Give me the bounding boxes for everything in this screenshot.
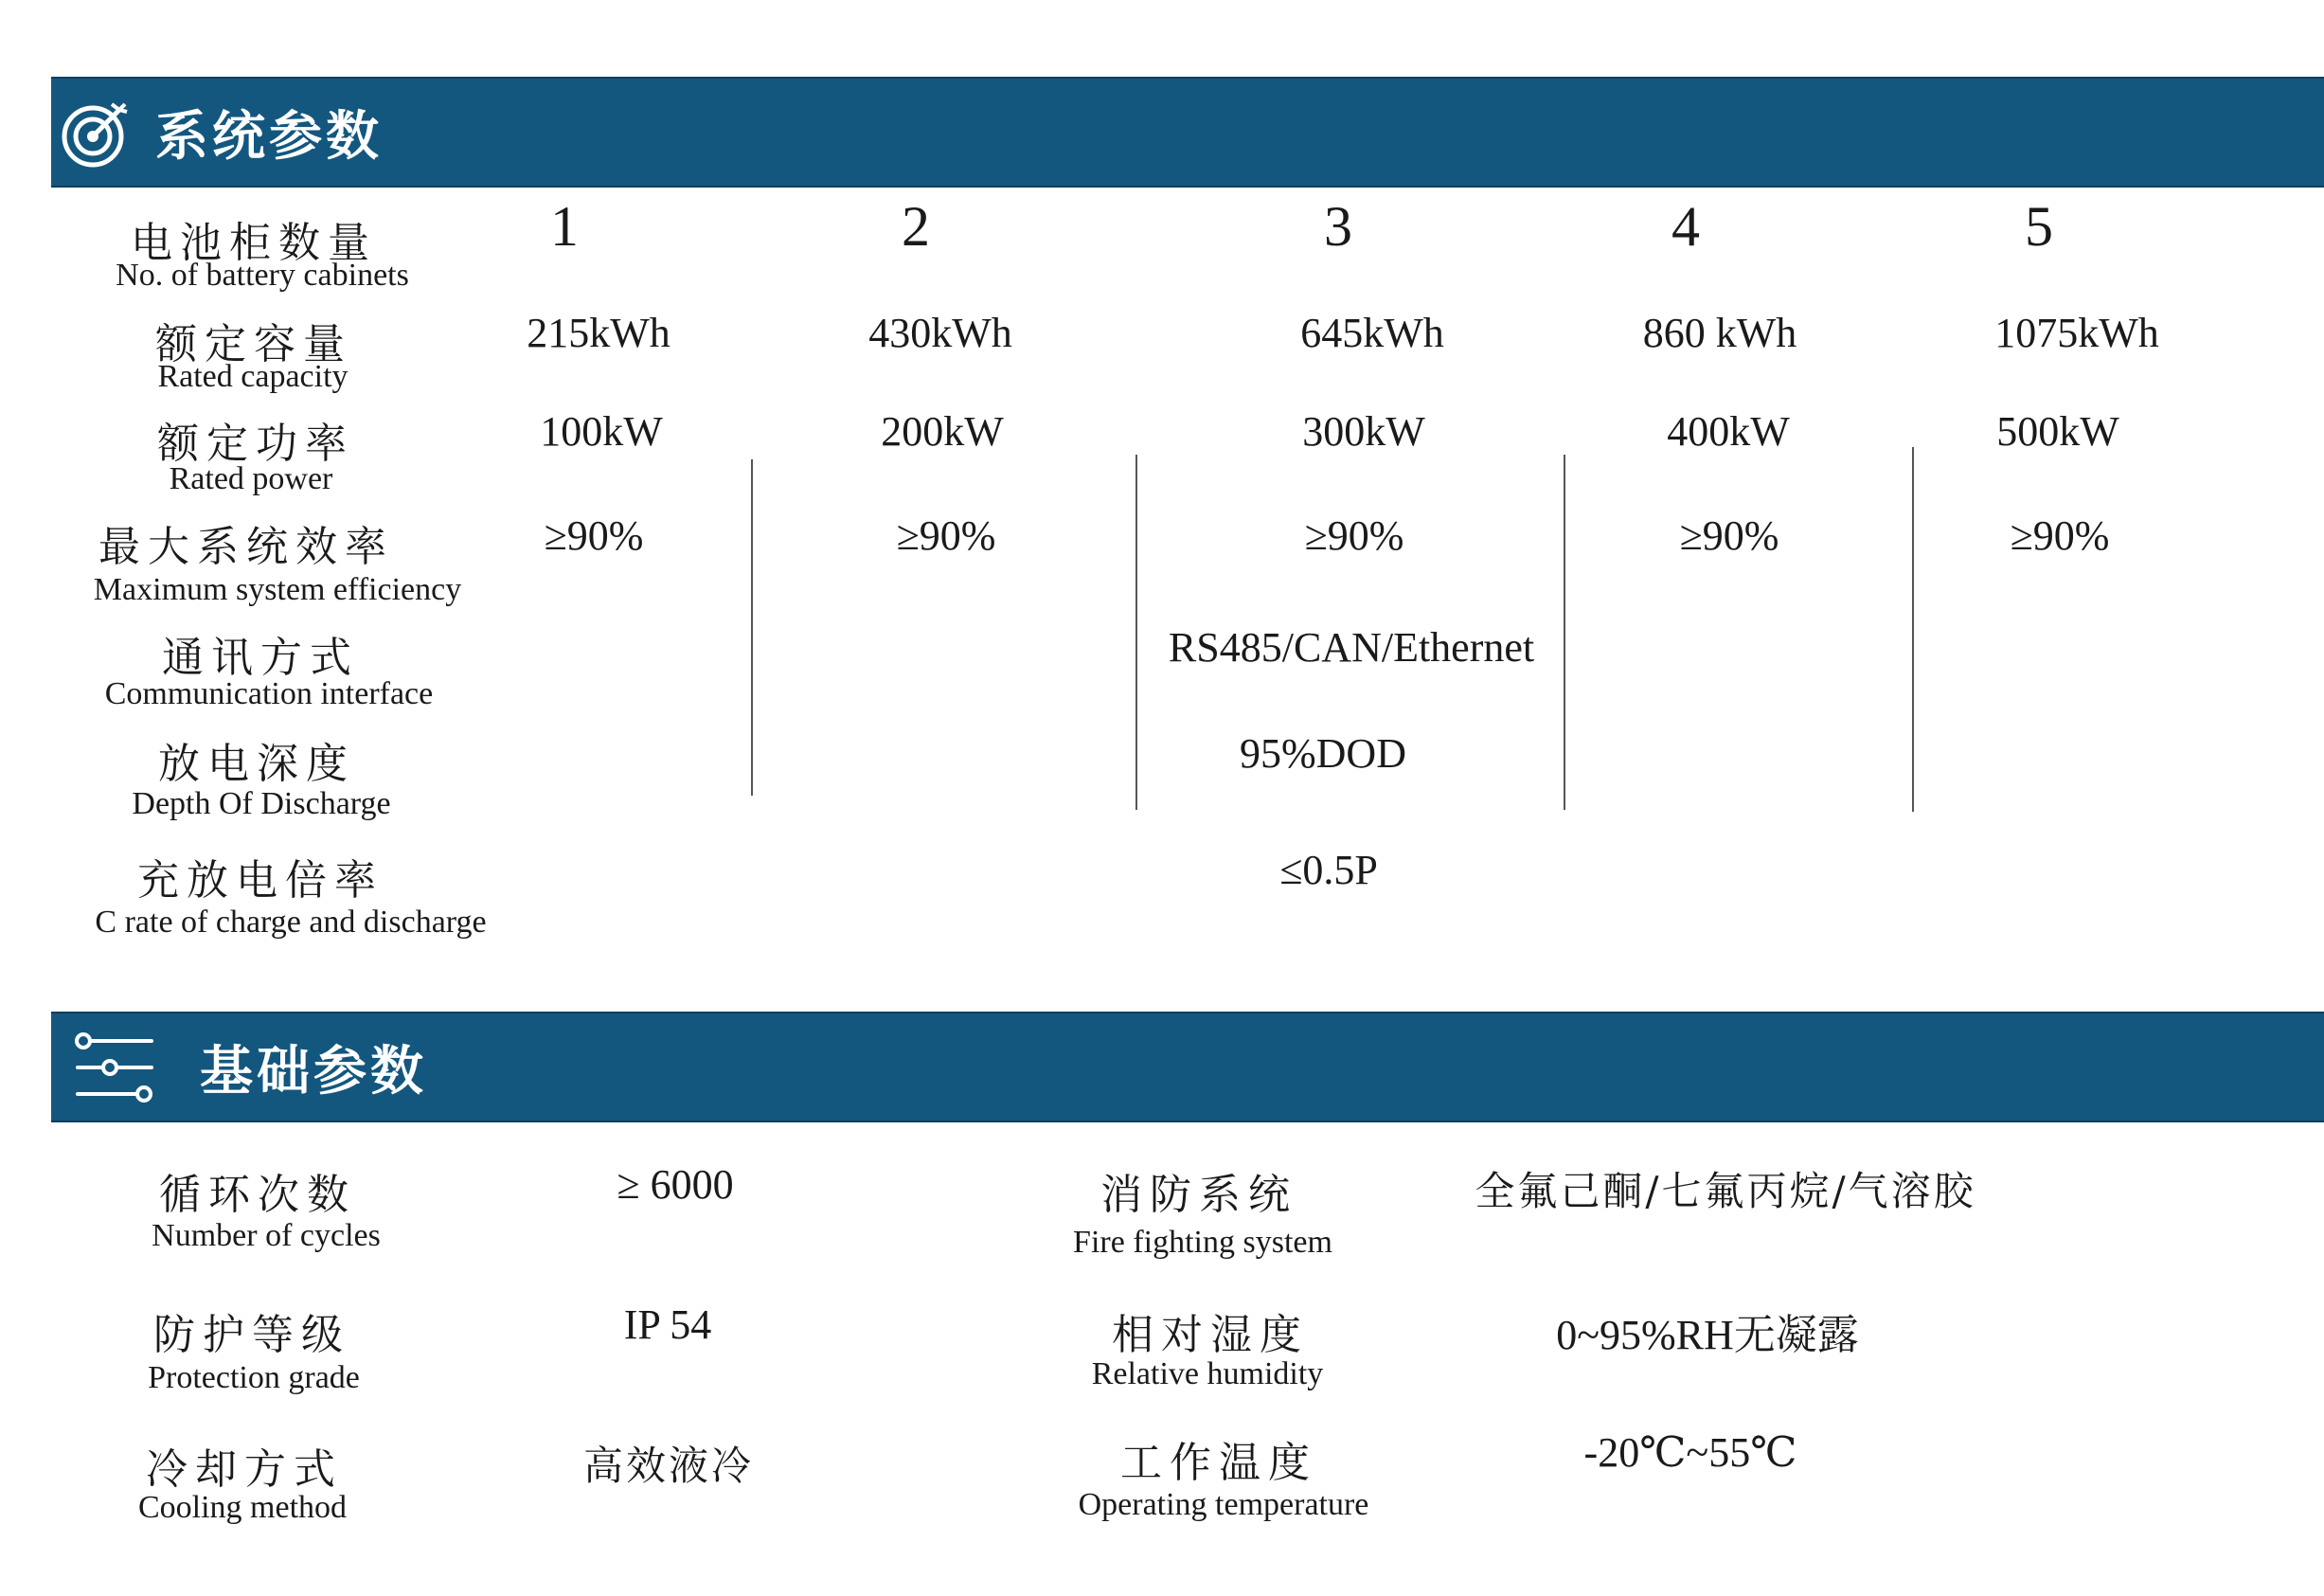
cabinet-count: 3 xyxy=(1324,195,1352,258)
rated-power-value: 100kW xyxy=(540,408,663,455)
dod-value: 95%DOD xyxy=(1240,730,1406,777)
cabinet-count: 1 xyxy=(550,195,579,258)
rated-power-value: 300kW xyxy=(1302,408,1425,455)
row-label-en: Communication interface xyxy=(104,676,434,711)
param-label-zh: 消防系统 xyxy=(1100,1171,1297,1219)
row-label-zh: 通讯方式 xyxy=(162,634,359,682)
cooling-value: 高效液冷 xyxy=(582,1443,755,1489)
row-label-zh: 最大系统效率 xyxy=(98,523,394,571)
row-label-en: Depth Of Discharge xyxy=(132,786,391,821)
row-label-zh: 额定功率 xyxy=(157,420,354,468)
param-label-en: Protection grade xyxy=(148,1360,360,1395)
param-label-en: Operating temperature xyxy=(1078,1487,1369,1522)
protection-value: IP 54 xyxy=(623,1301,712,1348)
row-label-en: Rated capacity xyxy=(157,359,349,394)
efficiency-value: ≥90% xyxy=(896,512,996,559)
param-label-en: Number of cycles xyxy=(152,1218,381,1253)
efficiency-value: ≥90% xyxy=(544,512,644,559)
row-label-en: Maximum system efficiency xyxy=(93,572,462,607)
rated-capacity-value: 860 kWh xyxy=(1642,310,1797,356)
param-label-zh: 工作温度 xyxy=(1120,1439,1317,1487)
row-label-zh: 充放电倍率 xyxy=(137,856,384,905)
communication-value: RS485/CAN/Ethernet xyxy=(1168,624,1535,671)
param-label-en: Fire fighting system xyxy=(1073,1225,1332,1260)
cabinet-count: 2 xyxy=(902,195,930,258)
row-label-en: C rate of charge and discharge xyxy=(95,905,487,940)
target-icon xyxy=(59,95,134,170)
basic-params-header xyxy=(51,1012,2324,1122)
row-label-en: No. of battery cabinets xyxy=(116,258,409,293)
row-label-zh: 电池柜数量 xyxy=(131,219,377,267)
row-label-en: Rated power xyxy=(169,461,333,496)
cycles-value: ≥ 6000 xyxy=(617,1161,734,1208)
efficiency-value: ≥90% xyxy=(2010,512,2110,559)
rated-capacity-value: 1075kWh xyxy=(1994,310,2159,356)
param-label-en: Relative humidity xyxy=(1091,1356,1324,1391)
rated-capacity-value: 215kWh xyxy=(527,310,670,356)
row-label-zh: 放电深度 xyxy=(158,740,355,788)
rated-power-value: 400kW xyxy=(1667,408,1790,455)
cabinet-count: 5 xyxy=(2025,195,2053,258)
system-params-header xyxy=(51,77,2324,188)
column-divider xyxy=(1912,447,1914,812)
column-divider xyxy=(1564,455,1565,810)
efficiency-value: ≥90% xyxy=(1304,512,1404,559)
param-label-zh: 冷却方式 xyxy=(146,1445,343,1494)
c-rate-value: ≤0.5P xyxy=(1279,847,1378,893)
column-divider xyxy=(751,459,753,796)
param-label-zh: 循环次数 xyxy=(159,1171,356,1219)
column-divider xyxy=(1135,455,1137,810)
cabinet-count: 4 xyxy=(1671,195,1700,258)
rated-power-value: 200kW xyxy=(881,408,1004,455)
efficiency-value: ≥90% xyxy=(1679,512,1779,559)
temperature-value: -20℃~55℃ xyxy=(1583,1429,1797,1476)
param-label-en: Cooling method xyxy=(137,1490,348,1525)
param-label-zh: 防护等级 xyxy=(153,1311,350,1359)
rated-capacity-value: 645kWh xyxy=(1300,310,1444,356)
row-label-zh: 额定容量 xyxy=(155,320,352,368)
sliders-icon xyxy=(74,1028,159,1107)
rated-capacity-value: 430kWh xyxy=(868,310,1012,356)
param-label-zh: 相对湿度 xyxy=(1112,1311,1309,1359)
humidity-value: 0~95%RH无凝露 xyxy=(1556,1312,1859,1358)
section-title: 基础参数 xyxy=(200,1040,427,1103)
section-title: 系统参数 xyxy=(155,105,383,168)
rated-power-value: 500kW xyxy=(1996,408,2119,455)
fire-fighting-value: 全氟己酮/七氟丙烷/气溶胶 xyxy=(1475,1168,1976,1214)
